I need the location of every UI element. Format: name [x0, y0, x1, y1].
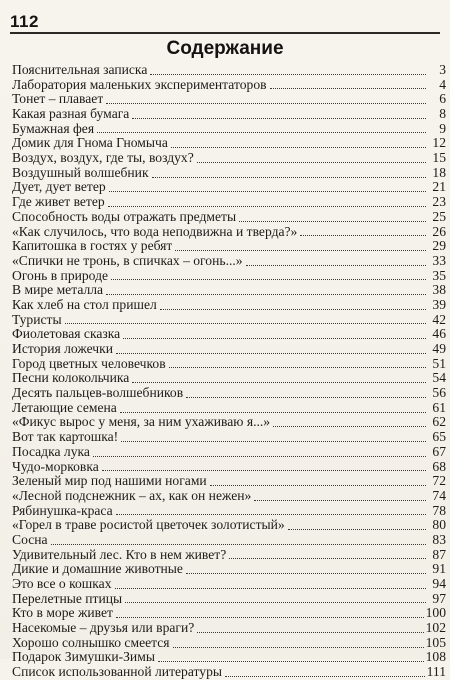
toc-entry-page-number: 65	[432, 429, 446, 445]
dot-leader	[158, 661, 424, 662]
toc-entry-page-number: 78	[432, 502, 446, 518]
toc-entry-title: Насекомые – друзья или враги?	[12, 621, 195, 636]
toc-entry-title: «Фикус вырос у меня, за ним ухаживаю я...»	[12, 415, 271, 430]
toc-entry	[12, 327, 446, 342]
dot-leader	[116, 617, 424, 618]
dot-leader	[246, 265, 426, 266]
toc-entry-title: Тонет – плавает	[12, 92, 104, 107]
toc-entry	[12, 489, 446, 504]
toc-entry-page-number: 56	[432, 385, 446, 401]
toc-entry	[12, 636, 446, 651]
toc-entry-page-number: 91	[432, 561, 446, 577]
toc-entry	[12, 166, 446, 181]
toc-entry-title: Огонь в природе	[12, 268, 109, 283]
toc-entry	[12, 577, 446, 592]
toc-entry-title: «Лесной подснежник – ах, как он нежен»	[12, 488, 252, 503]
dot-leader	[270, 88, 426, 89]
dot-leader	[132, 382, 426, 383]
toc-entry	[12, 518, 446, 533]
toc-entry	[12, 136, 446, 151]
toc-entry-page-number: 38	[432, 282, 446, 298]
toc-entry-page-number: 100	[425, 605, 446, 621]
toc-entry	[12, 254, 446, 269]
toc-entry	[12, 460, 446, 475]
toc-entry-title: Подарок Зимушки-Зимы	[12, 650, 155, 665]
toc-entry	[12, 151, 446, 166]
toc-entry-page-number: 105	[425, 634, 446, 650]
toc-entry-page-number: 68	[432, 458, 446, 474]
toc-entry-title: Это все о кошках	[12, 577, 112, 592]
toc-entry	[12, 181, 446, 196]
toc-entry-title: Дует, дует ветер	[12, 180, 106, 195]
toc-entry-title: «Как случилось, что вода неподвижна и тверда?»	[12, 224, 298, 239]
toc-entry	[12, 371, 446, 386]
toc-entry-title: Песни колокольчика	[12, 371, 130, 386]
dot-leader	[108, 206, 426, 207]
toc-entry-page-number: 26	[432, 223, 446, 239]
toc-entry-page-number: 102	[425, 620, 446, 636]
header-rule	[10, 32, 440, 34]
dot-leader	[123, 338, 426, 339]
toc-entry-title: Город цветных человечков	[12, 356, 166, 371]
dot-leader	[109, 191, 426, 192]
dot-leader	[115, 588, 426, 589]
toc-entry	[12, 548, 446, 563]
toc-entry-page-number: 87	[432, 546, 446, 562]
dot-leader	[132, 118, 426, 119]
toc-entry	[12, 357, 446, 372]
toc-entry	[12, 63, 446, 78]
toc-entry-title: Хорошо солнышко смеется	[12, 635, 170, 650]
toc-entry-page-number: 94	[432, 576, 446, 592]
toc-entry-page-number: 3	[439, 61, 446, 77]
toc-entry-title: Пояснительная записка	[12, 62, 148, 77]
toc-entry-title: В мире металла	[12, 283, 104, 298]
toc-entry-title: Воздушный волшебник	[12, 165, 149, 180]
dot-leader	[106, 294, 426, 295]
toc-entry	[12, 298, 446, 313]
dot-leader	[152, 177, 426, 178]
toc-entry-page-number: 72	[432, 473, 446, 489]
toc-entry-page-number: 18	[432, 164, 446, 180]
toc-entry	[12, 430, 446, 445]
toc-entry-page-number: 62	[432, 414, 446, 430]
page-title: Содержание	[166, 38, 284, 59]
toc-entry	[12, 283, 446, 298]
page-number: 112	[10, 12, 39, 31]
toc-entry-title: Бумажная фея	[12, 121, 95, 136]
toc-entry-page-number: 21	[432, 179, 446, 195]
toc-entry-title: Удивительный лес. Кто в нем живет?	[12, 547, 227, 562]
dot-leader	[210, 485, 426, 486]
toc-entry-page-number: 74	[432, 487, 446, 503]
toc-entry-title: Посадка лука	[12, 444, 90, 459]
toc-entry-page-number: 9	[439, 120, 446, 136]
dot-leader	[171, 147, 426, 148]
dot-leader	[102, 470, 426, 471]
toc-entry-title: Дикие и домашние животные	[12, 562, 183, 577]
dot-leader	[160, 309, 426, 310]
dot-leader	[51, 544, 426, 545]
toc-entry-title: Способность воды отражать предметы	[12, 209, 237, 224]
toc-entry-title: Сосна	[12, 532, 48, 547]
dot-leader	[229, 558, 426, 559]
toc-entry	[12, 386, 446, 401]
toc-entry-title: Десять пальцев-волшебников	[12, 386, 184, 401]
dot-leader	[197, 632, 423, 633]
toc-entry	[12, 313, 446, 328]
toc-entry	[12, 195, 446, 210]
toc-entry	[12, 78, 446, 93]
toc-entry-page-number: 4	[439, 76, 446, 92]
toc-entry-title: Кто в море живет	[12, 606, 113, 621]
toc-entry-page-number: 39	[432, 296, 446, 312]
toc-entry-title: Фиолетовая сказка	[12, 327, 121, 342]
dot-leader	[300, 235, 426, 236]
toc-entry-title: Лаборатория маленьких экспериментаторов	[12, 77, 267, 92]
dot-leader	[93, 456, 426, 457]
toc-entry-title: «Горел в траве росистой цветочек золотистый»	[12, 518, 285, 533]
toc-entry-page-number: 8	[439, 106, 446, 122]
toc-entry	[12, 651, 446, 666]
toc-entry	[12, 269, 446, 284]
dot-leader	[65, 323, 426, 324]
dot-leader	[273, 426, 426, 427]
toc-entry-page-number: 6	[439, 91, 446, 107]
toc-entry-title: Чудо-морковка	[12, 459, 99, 474]
toc-entry-title: История ложечки	[12, 342, 113, 357]
dot-leader	[97, 132, 426, 133]
toc-entry	[12, 504, 446, 519]
dot-leader	[197, 162, 426, 163]
toc-entry	[12, 92, 446, 107]
toc-entry-page-number: 33	[432, 252, 446, 268]
dot-leader	[121, 441, 426, 442]
toc-entry-page-number: 25	[432, 208, 446, 224]
toc-entry-title: Летающие семена	[12, 400, 117, 415]
dot-leader	[288, 529, 426, 530]
dot-leader	[106, 103, 426, 104]
toc-entry-page-number: 61	[432, 399, 446, 415]
toc-entry-title: Список использованной литературы	[12, 665, 223, 680]
dot-leader	[111, 279, 426, 280]
dot-leader	[239, 221, 426, 222]
toc-entry	[12, 210, 446, 225]
toc-entry-page-number: 54	[432, 370, 446, 386]
toc-entry	[12, 621, 446, 636]
dot-leader	[173, 647, 424, 648]
dot-leader	[175, 250, 426, 251]
toc-entry-title: Перелетные птицы	[12, 591, 123, 606]
toc-entry	[12, 225, 446, 240]
dot-leader	[186, 573, 426, 574]
dot-leader	[125, 602, 426, 603]
toc-entry	[12, 562, 446, 577]
toc-entry-page-number: 12	[432, 135, 446, 151]
toc-entry-title: Где живет ветер	[12, 195, 105, 210]
toc-entry-page-number: 23	[432, 194, 446, 210]
toc-entry	[12, 606, 446, 621]
toc-entry	[12, 342, 446, 357]
dot-leader	[150, 74, 426, 75]
dot-leader	[186, 397, 426, 398]
toc-entry-title: Зеленый мир под нашими ногами	[12, 474, 207, 489]
toc-entry-title: Капитошка в гостях у ребят	[12, 239, 173, 254]
toc-entry-title: Туристы	[12, 312, 62, 327]
toc-entry-page-number: 111	[426, 664, 446, 680]
toc-entry	[12, 239, 446, 254]
toc-entry	[12, 474, 446, 489]
toc-entry	[12, 107, 446, 122]
toc-entry-page-number: 29	[432, 238, 446, 254]
dot-leader	[116, 353, 426, 354]
table-of-contents	[12, 63, 446, 680]
toc-entry-page-number: 15	[432, 150, 446, 166]
toc-entry-title: Домик для Гнома Гномыча	[12, 136, 168, 151]
toc-entry-page-number: 108	[425, 649, 446, 665]
toc-entry-page-number: 51	[432, 355, 446, 371]
toc-entry-page-number: 49	[432, 341, 446, 357]
toc-entry-page-number: 35	[432, 267, 446, 283]
toc-entry-title: «Спички не тронь, в спичках – огонь...»	[12, 253, 243, 268]
toc-entry-title: Воздух, воздух, где ты, воздух?	[12, 151, 194, 166]
dot-leader	[120, 412, 426, 413]
toc-entry	[12, 533, 446, 548]
toc-entry	[12, 416, 446, 431]
toc-entry-page-number: 42	[432, 311, 446, 327]
toc-entry-page-number: 80	[432, 517, 446, 533]
toc-entry	[12, 401, 446, 416]
toc-entry-page-number: 67	[432, 443, 446, 459]
toc-entry	[12, 592, 446, 607]
toc-entry-page-number: 83	[432, 531, 446, 547]
toc-entry-page-number: 46	[432, 326, 446, 342]
toc-entry-title: Вот так картошка!	[12, 430, 119, 445]
toc-entry	[12, 122, 446, 137]
dot-leader	[116, 514, 426, 515]
toc-entry-page-number: 97	[432, 590, 446, 606]
toc-entry-title: Рябинушка-краса	[12, 503, 113, 518]
toc-entry	[12, 665, 446, 680]
dot-leader	[169, 367, 426, 368]
toc-entry	[12, 445, 446, 460]
toc-entry-title: Какая разная бумага	[12, 107, 130, 122]
toc-entry-title: Как хлеб на стол пришел	[12, 297, 157, 312]
dot-leader	[254, 500, 426, 501]
dot-leader	[225, 676, 425, 677]
